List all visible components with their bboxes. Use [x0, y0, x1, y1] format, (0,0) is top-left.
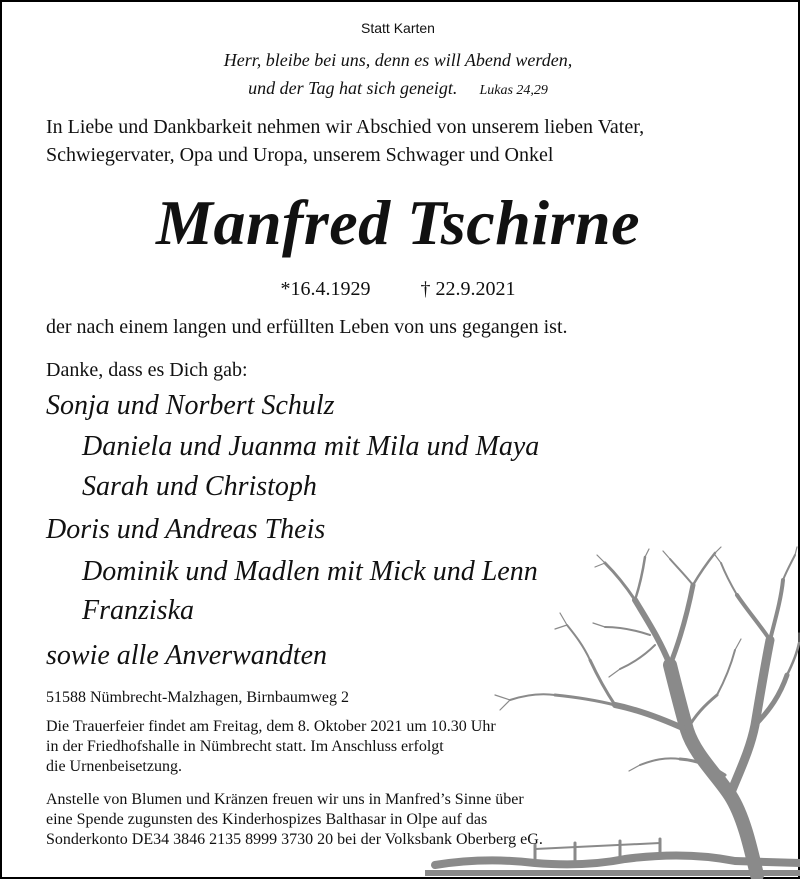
- bible-quote-line-1: Herr, bleibe bei uns, denn es will Abend werden,: [223, 50, 573, 70]
- header-statt-karten: Statt Karten: [361, 20, 435, 36]
- birth-date: *16.4.1929: [280, 278, 371, 300]
- donation-info: [46, 790, 543, 850]
- life-dates: [0, 278, 796, 301]
- family-line: Daniela und Juanma mit Mila und Maya: [82, 431, 540, 462]
- passage-text: der nach einem langen und erfüllten Leben von uns gegangen ist.: [46, 316, 568, 338]
- bible-quote-line-2: [0, 78, 796, 99]
- intro-line-1: In Liebe und Dankbarkeit nehmen wir Abschied von unserem lieben Vater,: [46, 116, 645, 138]
- donation-line: eine Spende zugunsten des Kinderhospizes Balthasar in Olpe auf das: [46, 811, 488, 828]
- intro-line-2: Schwiegervater, Opa und Uropa, unserem Schwager und Onkel: [46, 144, 554, 166]
- family-line: Doris und Andreas Theis: [46, 514, 326, 545]
- funeral-info: [46, 717, 496, 777]
- family-line: Sarah und Christoph: [82, 471, 317, 502]
- donation-line: Sonderkonto DE34 3846 2135 8999 3730 20 bei der Volksbank Oberberg eG.: [46, 831, 543, 848]
- funeral-line: die Urnenbeisetzung.: [46, 758, 182, 775]
- donation-line: Anstelle von Blumen und Kränzen freuen wir uns in Manfred’s Sinne über: [46, 791, 524, 808]
- family-line: Franziska: [82, 595, 194, 626]
- death-date: † 22.9.2021: [420, 278, 516, 300]
- bible-quote-reference: Lukas 24,29: [479, 83, 548, 98]
- address-text: 51588 Nümbrecht-Malzhagen, Birnbaumweg 2: [46, 689, 350, 706]
- thanks-text: Danke, dass es Dich gab:: [46, 359, 248, 381]
- family-line: Dominik und Madlen mit Mick und Lenn: [82, 556, 538, 587]
- family-line-relatives: sowie alle Anverwandten: [46, 640, 327, 671]
- bible-quote-text: und der Tag hat sich geneigt.: [248, 78, 458, 98]
- funeral-line: Die Trauerfeier findet am Freitag, dem 8. Oktober 2021 um 10.30 Uhr: [46, 718, 496, 735]
- funeral-line: in der Friedhofshalle in Nümbrecht statt. Im Anschluss erfolgt: [46, 738, 444, 755]
- deceased-name: Manfred Tschirne: [156, 187, 640, 258]
- family-line: Sonja und Norbert Schulz: [46, 390, 335, 421]
